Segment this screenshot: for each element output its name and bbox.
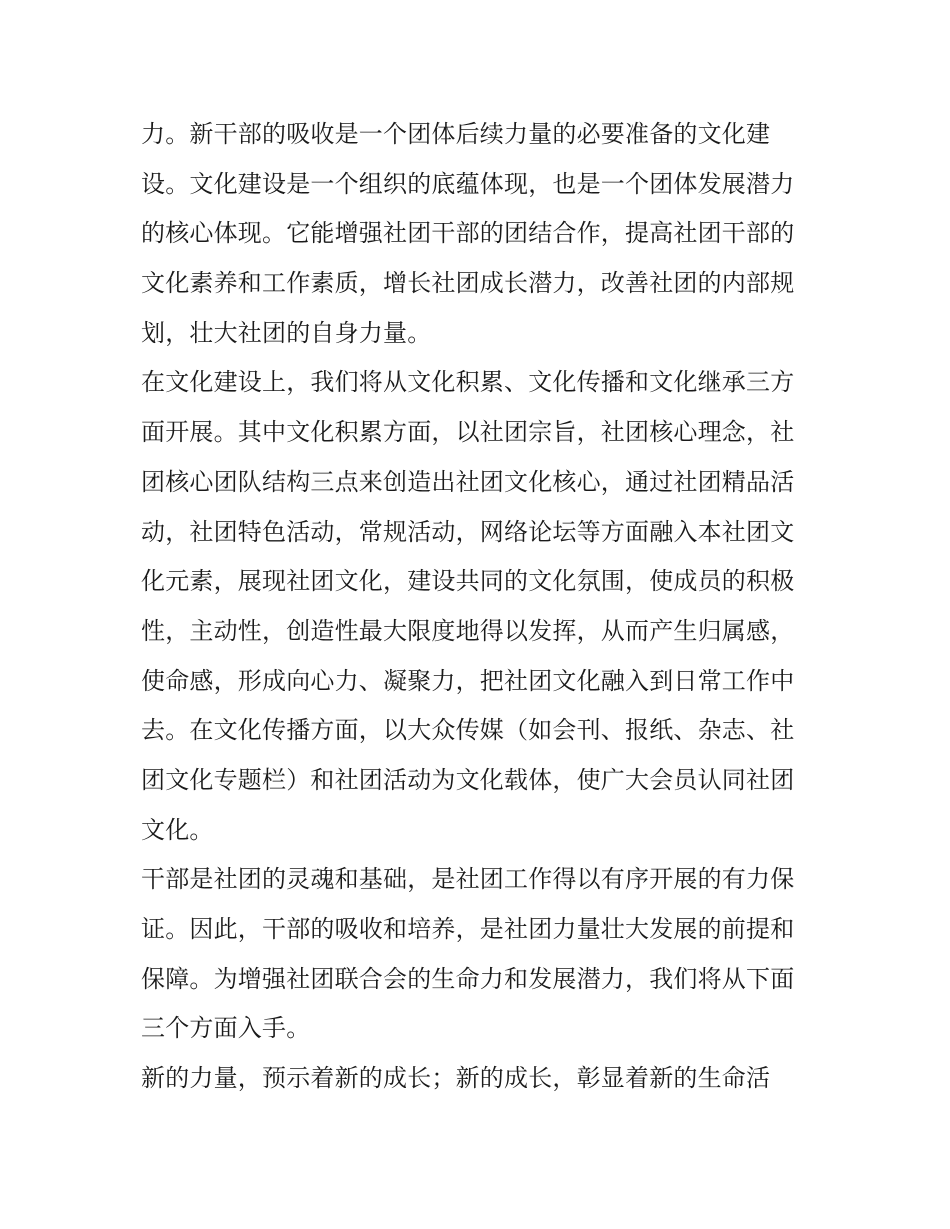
text-line: 团文化专题栏）和社团活动为文化载体，使广大会员认同社团	[141, 765, 795, 794]
text-line: 的核心体现。它能增强社团干部的团结合作，提高社团干部的	[141, 219, 795, 248]
text-line: 使命感，形成向心力、凝聚力，把社团文化融入到日常工作中	[141, 666, 795, 695]
text-line: 面开展。其中文化积累方面，以社团宗旨，社团核心理念，社	[141, 418, 795, 447]
text-line: 团核心团队结构三点来创造出社团文化核心，通过社团精品活	[141, 467, 795, 496]
text-line: 保障。为增强社团联合会的生命力和发展潜力，我们将从下面	[141, 964, 795, 993]
text-line: 在文化建设上，我们将从文化积累、文化传播和文化继承三方	[141, 368, 795, 397]
text-line: 划，壮大社团的自身力量。	[141, 318, 432, 347]
text-line: 性，主动性，创造性最大限度地得以发挥，从而产生归属感，	[141, 616, 795, 645]
text-line: 文化。	[141, 815, 214, 844]
text-line: 证。因此，干部的吸收和培养，是社团力量壮大发展的前提和	[141, 915, 795, 943]
text-line: 化元素，展现社团文化，建设共同的文化氛围，使成员的积极	[141, 567, 795, 596]
text-line: 动，社团特色活动，常规活动，网络论坛等方面融入本社团文	[141, 517, 795, 546]
text-line: 去。在文化传播方面，以大众传媒（如会刊、报纸、杂志、社	[141, 716, 795, 745]
document-body-text	[141, 110, 813, 1104]
text-line: 新的力量，预示着新的成长；新的成长，彰显着新的生命活	[141, 1064, 771, 1093]
text-line: 设。文化建设是一个组织的底蕴体现，也是一个团体发展潜力	[141, 169, 795, 198]
text-line: 干部是社团的灵魂和基础，是社团工作得以有序开展的有力保	[141, 865, 795, 894]
text-line: 文化素养和工作素质，增长社团成长潜力，改善社团的内部规	[141, 269, 795, 298]
text-line: 力。新干部的吸收是一个团体后续力量的必要准备的文化建	[141, 120, 771, 148]
text-line: 三个方面入手。	[141, 1014, 311, 1043]
